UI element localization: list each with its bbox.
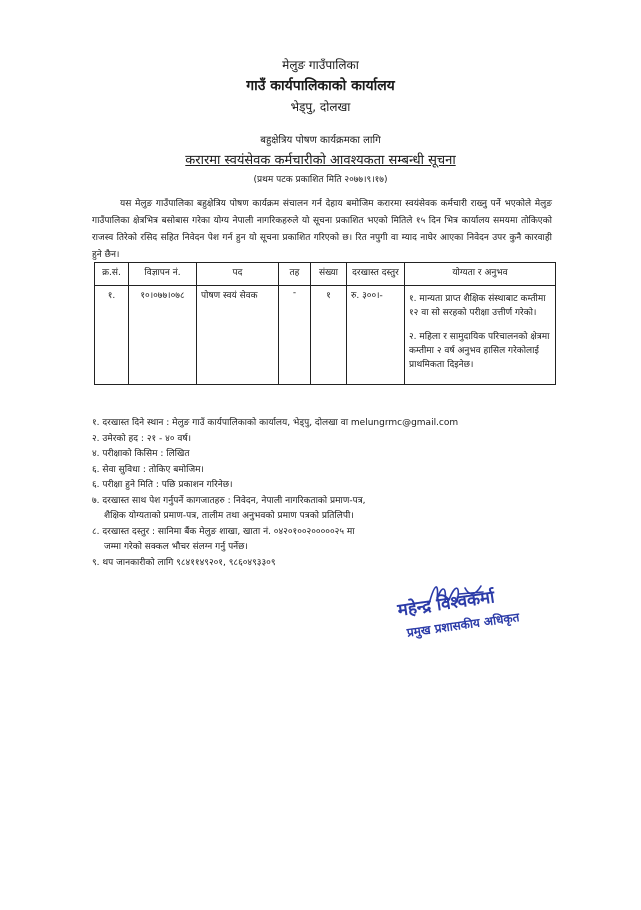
- col-header-ad-no: विज्ञापन नं.: [129, 263, 197, 286]
- table-row: [95, 286, 556, 385]
- condition-item: २. उमेरको हद : २१ - ४० वर्ष।: [92, 433, 191, 444]
- cell-level: -: [279, 286, 311, 385]
- conditions-list: [92, 416, 572, 571]
- condition-item: ८. दरखास्त दस्तुर : सानिमा बैंक मेलुङ शाखा, खाता नं. ०४२०१००२०००००२५ मा: [92, 526, 355, 537]
- cell-count: १: [311, 286, 347, 385]
- program-line: बहुक्षेत्रिय पोषण कार्यक्रमका लागि: [260, 135, 381, 146]
- vacancy-table: [94, 262, 556, 385]
- office-name: गाउँ कार्यपालिकाको कार्यालय: [246, 78, 395, 94]
- cell-fee: रु. ३००।-: [347, 286, 405, 385]
- official-stamp: [396, 581, 520, 641]
- col-header-qualification: योग्यता र अनुभव: [405, 263, 556, 286]
- condition-item: ४. परीक्षाको किसिम : लिखित: [92, 449, 190, 459]
- col-header-level: तह: [279, 263, 311, 286]
- cell-post: पोषण स्वयं सेवक: [197, 286, 279, 385]
- condition-item: शैक्षिक योग्यताको प्रमाण-पत्र, तालीम तथा अनुभवको प्रमाण पत्रको प्रतिलिपी।: [104, 511, 354, 521]
- qualification-item: २. महिला र सामुदायिक परिचालनको क्षेत्रमा कम्तीमा २ वर्ष अनुभव हासिल गरेकोलाई प्राथमिकता दिइनेछ।: [409, 332, 550, 370]
- table-header-row: [95, 263, 556, 286]
- stamp-title: प्रमुख प्रशासकीय अधिकृत: [405, 610, 521, 640]
- condition-item: ६. परीक्षा हुने मिति : पछि प्रकाशन गरिनेछ।: [92, 480, 233, 490]
- col-header-sn: क्र.सं.: [95, 263, 129, 286]
- cell-ad-no: १०।०७७।०७८: [129, 286, 197, 385]
- cell-qualification: [405, 286, 556, 385]
- published-date: (प्रथम पटक प्रकाशित मिति २०७७।९।१७): [253, 175, 388, 185]
- office-address: भेड्पु, दोलखा: [290, 100, 351, 114]
- col-header-post: पद: [197, 263, 279, 286]
- cell-sn: १.: [95, 286, 129, 385]
- col-header-count: संख्या: [311, 263, 347, 286]
- notice-title-text: करारमा स्वयंसेवक कर्मचारीको आवश्यकता सम्बन्धी सूचना: [185, 153, 456, 168]
- condition-item: ७. दरखास्त साथ पेश गर्नुपर्ने कागजातहरु : निवेदन, नेपाली नागरिकताको प्रमाण-पत्र,: [92, 495, 366, 506]
- condition-item: ६. सेवा सुविधा : तोकिए बमोजिम।: [92, 464, 204, 475]
- condition-item: ९. थप जानकारीको लागि ९८४११४९२०१, ९८६०४९३३०९: [92, 557, 276, 568]
- municipality-name: मेलुङ गाउँपालिका: [282, 58, 359, 72]
- qualification-item: १. मान्यता प्राप्त शैक्षिक संस्थाबाट कम्तीमा १२ वा सो सरहको परीक्षा उत्तीर्ण गरेको।: [409, 294, 546, 318]
- stamp-name: महेन्द्र विश्वकर्मा: [396, 587, 496, 621]
- notice-title: [0, 150, 641, 168]
- notice-body: यस मेलुङ गाउँपालिका बहुक्षेत्रिय पोषण कार्यक्रम संचालन गर्न देहाय बमोजिम करारमा स्वयंसेवक कर्मचारी राख्नु पर्ने भएकोले मेलुङ गाउँपालिका क्षेत्रभित्र बसोबास गरेका योग्य नेपाली नागरिकहरुले यो सूचना प्रकाशित भएको मितिले १५ दिन भित्र कार्यालय समयमा तोकिएको राजस्व तिरेको रसिद सहित निवेदन पेश गर्न हुन यो सूचना प्रकाशित गरिएको छ। रित नपुगी वा म्याद नाघेर आएका निवेदन उपर कुनै कारवाही हुने छैन।: [92, 199, 552, 260]
- condition-item: जम्मा गरेको सक्कल भौचर संलग्न गर्नु पर्नेछ।: [104, 542, 248, 552]
- condition-item: १. दरखास्त दिने स्थान : मेलुङ गाउँ कार्यपालिकाको कार्यालय, भेड्पु, दोलखा वा melungrmc@gmail.com: [92, 418, 459, 428]
- col-header-fee: दरखास्त दस्तुर: [347, 263, 405, 286]
